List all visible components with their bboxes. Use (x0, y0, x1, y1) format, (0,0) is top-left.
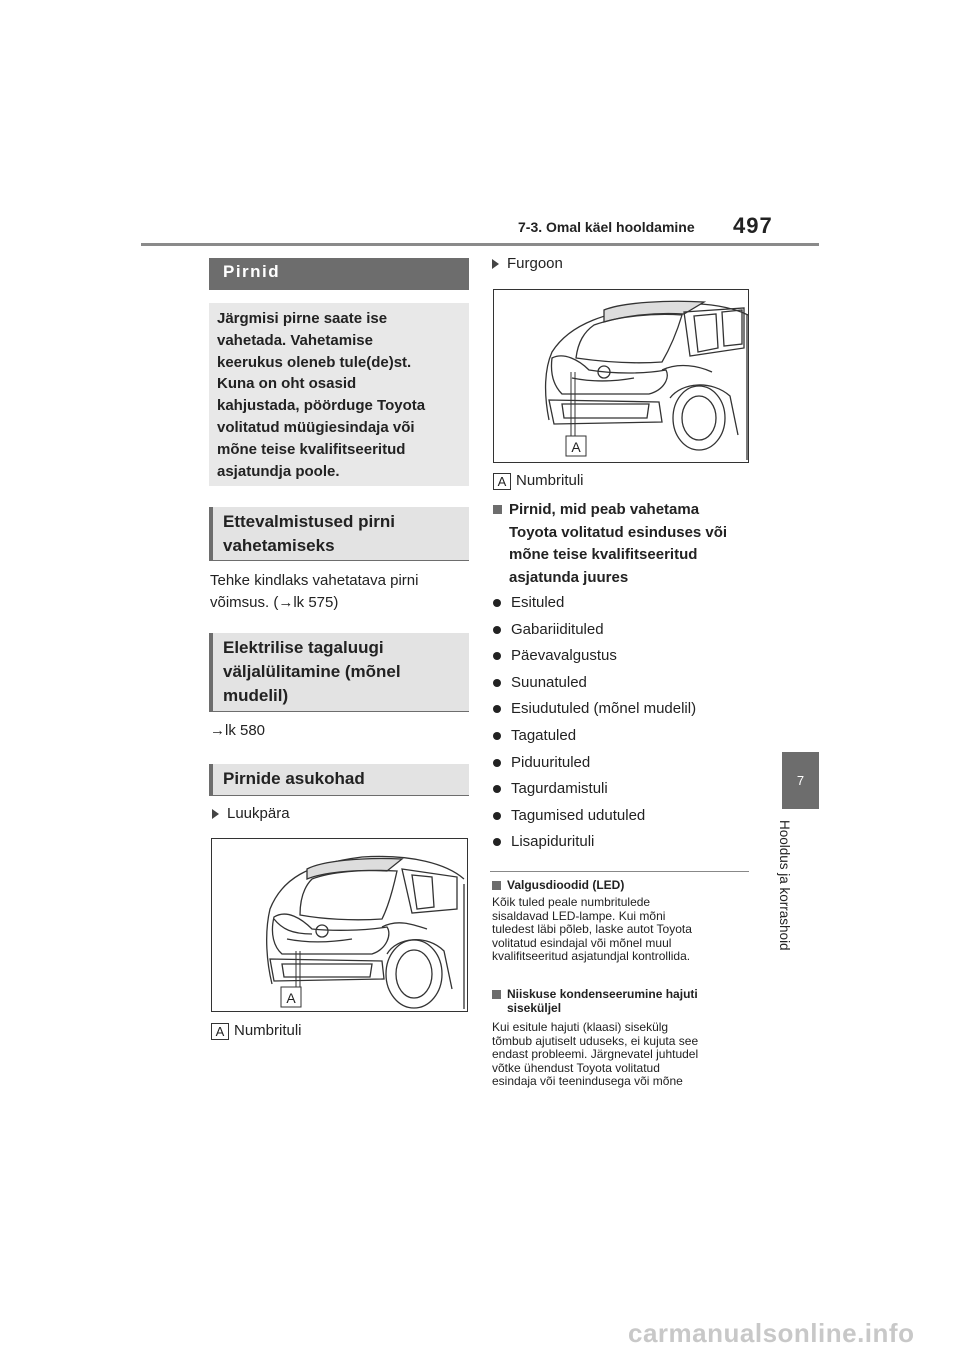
prep-text-line: Tehke kindlaks vahetatava pirni (210, 572, 419, 589)
led-line: tuledest läbi põleb, laske autot Toyota (492, 922, 692, 936)
wagon-label-row (492, 253, 563, 275)
caption-text: Numbrituli (516, 472, 584, 489)
intro-line: volitatud müügiesindaja või (217, 418, 415, 436)
led-text (492, 896, 754, 964)
prep-heading-line: Ettevalmistused pirni (223, 512, 395, 531)
tailgate-heading (209, 633, 469, 712)
moisture-line: võtke ühendust Toyota volitatud (492, 1060, 660, 1075)
list-item (493, 723, 696, 750)
intro-line: vahetada. Vahetamise (217, 331, 373, 349)
bullet-icon (493, 652, 501, 660)
list-item-text: Esituled (511, 594, 565, 611)
bullet-icon (493, 599, 501, 607)
bullet-icon (493, 785, 501, 793)
square-bullet-icon (492, 990, 501, 999)
section-title: 7-3. Omal käel hooldamine (518, 219, 695, 235)
list-item-text: Suunatuled (511, 673, 587, 691)
list-item (493, 776, 696, 803)
hatch-caption (211, 1020, 302, 1042)
figure-marker: A (286, 990, 296, 1006)
led-line: Kõik tuled peale numbritulede (492, 895, 651, 909)
prep-text (210, 570, 418, 614)
wagon-label: Furgoon (507, 255, 563, 272)
list-item-text: Tagurdamistuli (511, 780, 608, 798)
tailgate-heading-line: Elektrilise tagaluugi (223, 638, 384, 657)
list-item (493, 696, 696, 723)
moisture-line: endast probleemi. Järgnevatel juhtudel (492, 1047, 699, 1061)
list-item-text: Esiudutuled (mõnel mudelil) (511, 700, 697, 718)
list-item-text: Päevavalgustus (511, 647, 617, 665)
tailgate-heading-line: mudelil) (223, 686, 289, 705)
list-item-text: Tagatuled (511, 726, 577, 744)
bullet-icon (493, 705, 501, 713)
intro-line: asjatundja poole. (217, 462, 340, 480)
caption-text: Numbrituli (234, 1022, 302, 1039)
moisture-line: esindaja või teenindusega või mõne (492, 1074, 683, 1088)
list-item-text: Gabariidituled (511, 620, 604, 638)
figure-marker: A (571, 439, 581, 455)
caption-marker: A (211, 1023, 229, 1040)
prep-text-line: võimsus. (→lk 575) (210, 594, 339, 611)
bullet-icon (493, 812, 501, 820)
list-item (493, 829, 696, 856)
moisture-line: Kui esitule hajuti (klaasi) sisekülg (492, 1020, 669, 1034)
prep-heading (209, 507, 469, 561)
chapter-tab: 7 (782, 752, 819, 809)
intro-line: mõne teise kvalifitseeritud (217, 440, 406, 458)
square-bullet-icon (493, 505, 502, 514)
moisture-heading-row (492, 987, 754, 1001)
bullet-icon (493, 732, 501, 740)
list-item-text: Tagumised udutuled (511, 806, 646, 824)
hatchback-rear-illustration (212, 839, 467, 1011)
pirnid-heading: Pirnid (209, 258, 469, 290)
chapter-label-wrap (778, 820, 822, 980)
moisture-text (492, 1021, 754, 1089)
bullet-icon (493, 759, 501, 767)
caption-marker: A (493, 473, 511, 490)
list-item-text: Lisapidurituli (511, 833, 595, 851)
tailgate-heading-line: väljalülitamine (mõnel (223, 662, 401, 681)
square-bullet-icon (492, 881, 501, 890)
dealer-heading-line: asjatunda juures (509, 568, 629, 586)
intro-box (209, 303, 469, 486)
page-number: 497 (733, 213, 773, 238)
hatch-label-row (212, 803, 290, 825)
list-item (493, 643, 696, 670)
moisture-heading-line: siseküljel (507, 1001, 562, 1015)
list-item (493, 803, 696, 830)
intro-line: kahjustada, pöörduge Toyota (217, 397, 426, 415)
bullet-icon (493, 679, 501, 687)
hatchback-figure (211, 838, 468, 1012)
hatch-label: Luukpära (227, 805, 290, 822)
led-line: volitatud esindajal või mõnel muul (492, 935, 672, 950)
moisture-note (492, 987, 754, 1089)
moisture-heading-line: Niiskuse kondenseerumine hajuti (507, 987, 698, 1001)
led-heading-row (492, 878, 754, 892)
list-item (493, 750, 696, 777)
list-item (493, 617, 696, 644)
list-item (493, 590, 696, 617)
led-line: kvalifitseeritud asjatundjal kontrollida. (492, 949, 691, 963)
moisture-heading (492, 987, 754, 1015)
list-item (493, 670, 696, 697)
dealer-heading-line: Toyota volitatud esinduses või (509, 523, 728, 541)
watermark: carmanualsonline.info (628, 1318, 915, 1348)
location-heading: Pirnide asukohad (209, 764, 469, 796)
chapter-label: Hooldus ja korrashoid (777, 820, 792, 951)
moisture-line: tõmbub ajutiselt uduseks, ei kujuta see (492, 1033, 699, 1048)
dealer-heading (493, 499, 753, 589)
wagon-figure (493, 289, 749, 463)
bulb-list (493, 590, 696, 856)
bullet-icon (493, 838, 501, 846)
intro-line: Järgmisi pirne saate ise (217, 310, 388, 327)
led-note (492, 878, 754, 964)
intro-line: Kuna on oht osasid (217, 375, 357, 393)
header-rule (141, 243, 819, 246)
divider (490, 871, 749, 872)
bullet-icon (493, 626, 501, 634)
triangle-bullet-icon (212, 809, 219, 819)
led-heading: Valgusdioodid (LED) (507, 878, 625, 892)
list-item-text: Piduurituled (511, 753, 591, 771)
triangle-bullet-icon (492, 259, 499, 269)
prep-heading-line: vahetamiseks (223, 536, 335, 555)
dealer-heading-line: mõne teise kvalifitseeritud (509, 546, 698, 563)
wagon-rear-illustration (494, 290, 748, 462)
led-line: sisaldavad LED-lampe. Kui mõni (492, 908, 666, 923)
wagon-caption (493, 470, 584, 492)
dealer-heading-line (493, 499, 753, 522)
tailgate-ref: →lk 580 (210, 722, 266, 739)
dealer-heading-text: Pirnid, mid peab vahetama (509, 501, 700, 518)
intro-line: keerukus oleneb tule(de)st. (217, 353, 412, 371)
